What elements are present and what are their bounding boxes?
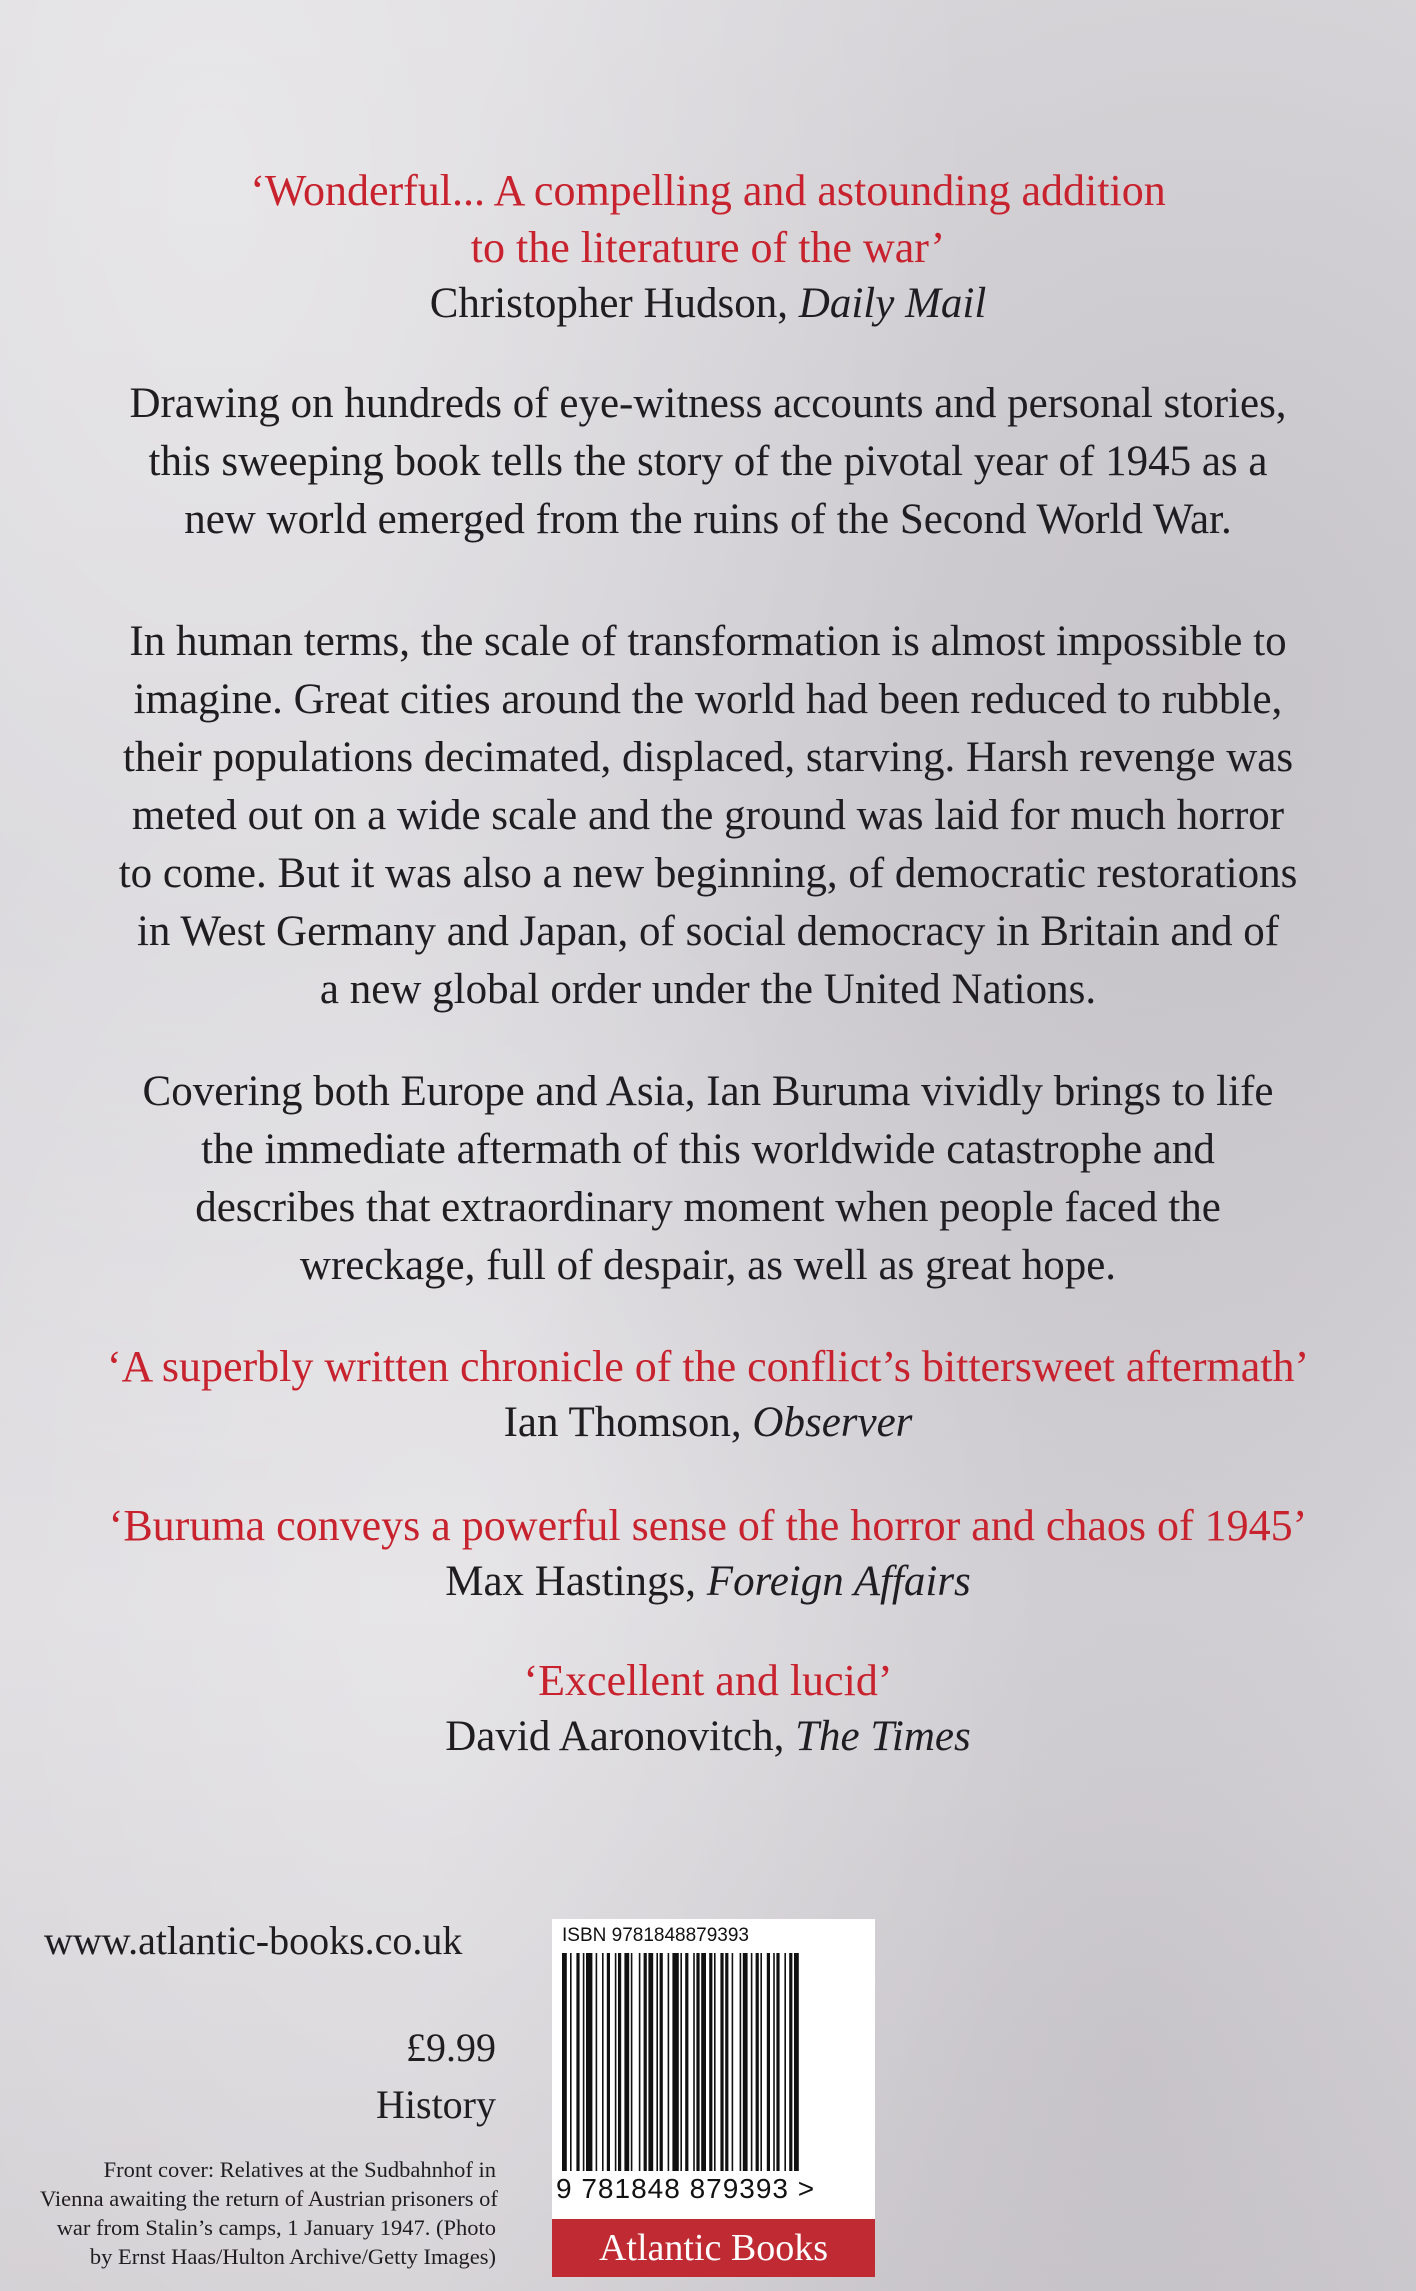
blurb-line: imagine. Great cities around the world had been reduced to rubble,	[133, 676, 1283, 723]
quote-foreign-affairs	[0, 1497, 1416, 1610]
quote-attribution	[0, 276, 1416, 332]
barcode-bar	[680, 1953, 682, 2171]
barcode-bar	[767, 1953, 770, 2171]
attribution-source: Foreign Affairs	[706, 1558, 971, 1605]
barcode-bar	[720, 1953, 723, 2171]
barcode-bar	[668, 1953, 670, 2171]
barcode-digits: 9 781848 879393 >	[556, 2173, 816, 2204]
barcode-bar	[596, 1953, 598, 2171]
blurb-line: in West Germany and Japan, of social democracy in Britain and of	[136, 908, 1280, 955]
barcode-bar	[714, 1953, 716, 2171]
credit-line: by Ernst Haas/Hulton Archive/Getty Images)	[89, 2244, 496, 2269]
isbn-label: ISBN 9781848879393	[562, 1925, 749, 1946]
blurb-line: Drawing on hundreds of eye-witness accounts and personal stories,	[129, 380, 1287, 427]
barcode-bar	[618, 1953, 621, 2171]
quote-observer	[0, 1338, 1416, 1451]
blurb-line: Covering both Europe and Asia, Ian Buruma vividly brings to life	[142, 1068, 1274, 1115]
blurb-line: In human terms, the scale of transformation is almost impossible to	[129, 618, 1287, 665]
barcode-bar	[685, 1953, 688, 2171]
quote-line: ‘A superbly written chronicle of the conflict’s bittersweet aftermath’	[106, 1342, 1310, 1391]
attribution-author: Ian Thomson,	[503, 1399, 742, 1446]
barcode-bar	[639, 1953, 641, 2171]
barcode-bar	[656, 1953, 658, 2171]
barcode-bar	[725, 1953, 728, 2171]
barcode-bar	[624, 1953, 629, 2171]
attribution-author: Christopher Hudson,	[429, 280, 789, 327]
credit-line: Front cover: Relatives at the Sudbahnhof in	[103, 2157, 496, 2182]
barcode-bar	[602, 1953, 604, 2171]
price: £9.99	[406, 2025, 496, 2070]
publisher-imprint: Atlantic Books	[552, 2219, 875, 2277]
barcode-bar	[644, 1953, 647, 2171]
barcode-bar	[562, 1953, 567, 2171]
barcode-bar	[743, 1953, 748, 2171]
barcode-bar	[672, 1953, 678, 2171]
attribution-source: Observer	[752, 1399, 913, 1446]
barcode-bars	[562, 1953, 865, 2171]
barcode-bar	[756, 1953, 759, 2171]
barcode-bar	[740, 1953, 742, 2171]
quote-attribution	[0, 1395, 1416, 1451]
blurb-line: meted out on a wide scale and the ground was laid for much horror	[131, 792, 1285, 839]
quote-attribution	[0, 1554, 1416, 1610]
attribution-author: Max Hastings,	[445, 1558, 697, 1605]
barcode-bar	[773, 1953, 775, 2171]
publisher-website: www.atlantic-books.co.uk	[44, 1918, 463, 1963]
barcode-bar	[615, 1953, 617, 2171]
quote-line: ‘Buruma conveys a powerful sense of the horror and chaos of 1945’	[108, 1501, 1308, 1550]
blurb-line: this sweeping book tells the story of the pivotal year of 1945 as a	[148, 438, 1268, 485]
barcode-bar	[583, 1953, 585, 2171]
quote-line: ‘Wonderful... A compelling and astounding addition	[250, 166, 1166, 215]
quote-line: to the literature of the war’	[470, 223, 946, 272]
credit-line: Vienna awaiting the return of Austrian prisoners of	[40, 2186, 498, 2211]
blurb-paragraph-1	[0, 375, 1416, 549]
barcode-bar	[760, 1953, 762, 2171]
barcode-bar	[784, 1953, 786, 2171]
barcode-bar	[570, 1953, 572, 2171]
barcode-bar	[701, 1953, 706, 2171]
quote-line: ‘Excellent and lucid’	[523, 1656, 893, 1705]
blurb-paragraph-3	[0, 1063, 1416, 1295]
barcode-bar	[693, 1953, 695, 2171]
blurb-line: wreckage, full of despair, as well as great hope.	[299, 1242, 1117, 1289]
barcode-bar	[586, 1953, 592, 2171]
attribution-source: Daily Mail	[798, 280, 987, 327]
barcode-bar	[776, 1953, 779, 2171]
quote-the-times	[0, 1652, 1416, 1765]
barcode-bar	[648, 1953, 653, 2171]
blurb-line: the immediate aftermath of this worldwide catastrophe and	[201, 1126, 1215, 1173]
barcode-bar	[732, 1953, 734, 2171]
isbn-barcode	[552, 1919, 875, 2219]
blurb-line: a new global order under the United Nations.	[319, 966, 1097, 1013]
barcode-bar	[709, 1953, 712, 2171]
barcode-bar	[631, 1953, 633, 2171]
credit-line: war from Stalin’s camps, 1 January 1947. (Photo	[56, 2215, 496, 2240]
barcode-bar	[696, 1953, 699, 2171]
blurb-line: their populations decimated, displaced, starving. Harsh revenge was	[122, 734, 1294, 781]
barcode-bar	[751, 1953, 753, 2171]
barcode-bar	[794, 1953, 799, 2171]
quote-daily-mail	[0, 162, 1416, 332]
book-category: History	[376, 2082, 496, 2127]
attribution-author: David Aaronovitch,	[445, 1713, 785, 1760]
barcode-bar	[660, 1953, 663, 2171]
attribution-source: The Times	[795, 1713, 971, 1760]
barcode-bar	[576, 1953, 579, 2171]
cover-photo-credit	[40, 2155, 496, 2271]
quote-attribution	[0, 1709, 1416, 1765]
blurb-line: describes that extraordinary moment when people faced the	[195, 1184, 1221, 1231]
barcode-bar	[789, 1953, 792, 2171]
blurb-paragraph-2	[0, 613, 1416, 1019]
blurb-line: new world emerged from the ruins of the Second World War.	[184, 496, 1232, 543]
barcode-bar	[607, 1953, 610, 2171]
blurb-line: to come. But it was also a new beginning, of democratic restorations	[118, 850, 1298, 897]
